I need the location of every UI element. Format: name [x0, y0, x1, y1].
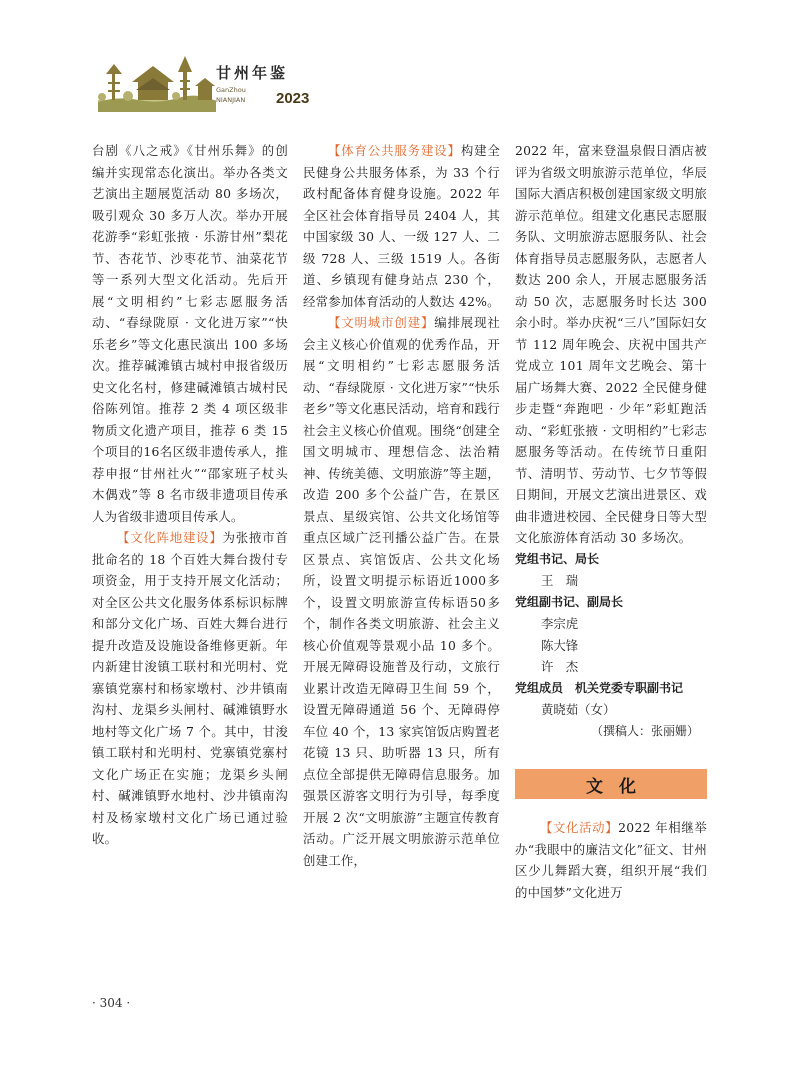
section-header-culture [515, 769, 707, 799]
paragraph-text: 构建全民健身公共服务体系，为 33 个行政村配备体育健身设施。2022 年全区社会体育指导员 2404 人，其中国家级 30 人、一级 127 人、二级 728 人、三级 1519 人。各街道、乡镇现有健身站点 230 个，经常参加体育活动的人数达 42%。 [303, 143, 501, 309]
pagoda-skyline-illustration [98, 52, 216, 114]
column-middle [303, 140, 500, 871]
section-tag-sports-services: 【体育公共服务建设】 [328, 143, 461, 158]
paragraph-text: 2022 年相继举办“我眼中的廉洁文化”征文、甘州区少儿舞蹈大赛，组织开展“我们的中国梦”文化进万 [515, 820, 707, 900]
paragraph-cultural-performances: 台剧《八之戒》《甘州乐舞》的创编并实现常态化演出。举办各类文艺演出主题展览活动 80 多场次，吸引观众 30 多万人次。举办开展花游季“彩虹张掖 · 乐游甘州”梨花节、杏花节、沙枣花节、油菜花节等一系列大型文化活动。先后开展“文明相约”七彩志愿服务活动、“春绿陇原 · 文化进万家”“快乐老乡”等文化惠民演出 100 多场次。推荐碱滩镇古城村申报省级历史文化名村，修建碱滩镇古城村民俗陈列馆。推荐 2 类 4 项区级非物质文化遗产项目，推荐 6 类 15 个项目的16名区级非遗传承人，推荐申报“甘州社火”“邵家班子杖头木偶戏”等 8 名市级非遗项目传承人为省级非遗项目传承人。 [92, 143, 288, 524]
page-number: · 304 · [92, 996, 131, 1010]
yearbook-year: 2023 [276, 90, 310, 107]
paragraph-text: 为张掖市首批命名的 18 个百姓大舞台拨付专项资金，用于支持开展文化活动；对全区公共文化服务体系标识标牌和部分文化广场、百姓大舞台进行提升改造及设施设备维修更新。年内新建甘浚镇工联村和光明村、党寨镇党寨村和杨家墩村、沙井镇南沟村、龙渠乡头闸村、碱滩镇野水地村等文化广场 7 个。其中，甘浚镇工联村和光明村、党寨镇党寨村文化广场正在实施；龙渠乡头闸村、碱滩镇野水地村、沙井镇南沟村及杨家墩村文化广场已通过验收。 [92, 530, 289, 846]
section-tag-cultural-activities: 【文化活动】 [540, 820, 619, 835]
yearbook-header [98, 52, 338, 114]
leader-name: 李宗虎 [541, 616, 579, 631]
yearbook-pinyin-1: GanZhou [216, 86, 246, 94]
leader-name: 黄晓茹（女） [541, 702, 616, 717]
yearbook-title: 甘州年鉴 [216, 64, 289, 82]
leader-role: 党组成员 机关党委专职副书记 [515, 680, 684, 695]
section-title: 文化 [586, 776, 652, 797]
leader-name: 王 瑞 [541, 573, 579, 588]
paragraph-sports-services [303, 140, 500, 312]
section-tag-cultural-venues: 【文化阵地建设】 [117, 530, 223, 545]
leader-role: 党组书记、局长 [515, 551, 600, 566]
paragraph-text: 编排展现社会主义核心价值观的优秀作品，开展“文明相约”七彩志愿服务活动、“春绿陇原 · 文化进万家”“快乐老乡”等文化惠民活动，培育和践行社会主义核心价值观。围绕“创建全国文明城市、理想信念、法治精神、传统美德、文明旅游”等主题，改造 200 多个公益广告，在景区景点、星级宾馆、公共文化场馆等重点区域广泛刊播公益广告。在景区景点、宾馆饭店、公共文化场所，设置文明提示标语近1000多个，设置文明旅游宣传标语50多个，制作各类文明旅游、社会主义核心价值观等景观小品 10 多个。开展无障碍设施普及行动，文旅行业累计改造无障碍卫生间 59 个，设置无障碍通道 56 个、无障碍停车位 40 个，13 家宾馆饭店购置老花镜 13 只、助听器 13 只，所有点位全部提供无障碍信息服务。加强景区游客文明行为引导，每季度开展 2 次“文明旅游”主题宣传教育活动。广泛开展文明旅游示范单位创建工作， [303, 315, 501, 868]
paragraph-tourism-demonstration: 2022 年，富来登温泉假日酒店被评为省级文明旅游示范单位，华辰国际大酒店积极创建国家级文明旅游示范单位。组建文化惠民志愿服务队、文明旅游志愿服务队、社会体育指导员志愿服务队，志愿者人数达 200 余人，开展志愿服务活动 50 次，志愿服务时长达 300 余小时。举办庆祝“三八”国际妇女节 112 周年晚会、庆祝中国共产党成立 101 周年文艺晚会、第十届广场舞大赛、2022 全民健身健步走暨“奔跑吧 · 少年”彩虹跑活动、“彩虹张掖 · 文明相约”七彩志愿服务等活动。在传统节日重阳节、清明节、劳动节、七夕节等假日期间，开展文艺演出进景区、戏曲非遗进校园、全民健身日等大型文化旅游体育活动 30 多场次。 [515, 143, 707, 545]
column-left [92, 140, 288, 850]
leader-role: 党组副书记、副局长 [515, 594, 624, 609]
yearbook-pinyin-2: NIANJIAN [216, 96, 246, 104]
column-right [515, 140, 707, 903]
leader-name: 陈大锋 [541, 637, 579, 653]
section-tag-civilized-city: 【文明城市创建】 [328, 315, 435, 330]
leader-name: 许 杰 [541, 659, 579, 674]
paragraph-civilized-city [303, 312, 500, 871]
paragraph-cultural-activities [515, 817, 707, 903]
author-credit: （撰稿人：张丽姗） [590, 723, 699, 738]
paragraph-cultural-venues [92, 527, 288, 850]
